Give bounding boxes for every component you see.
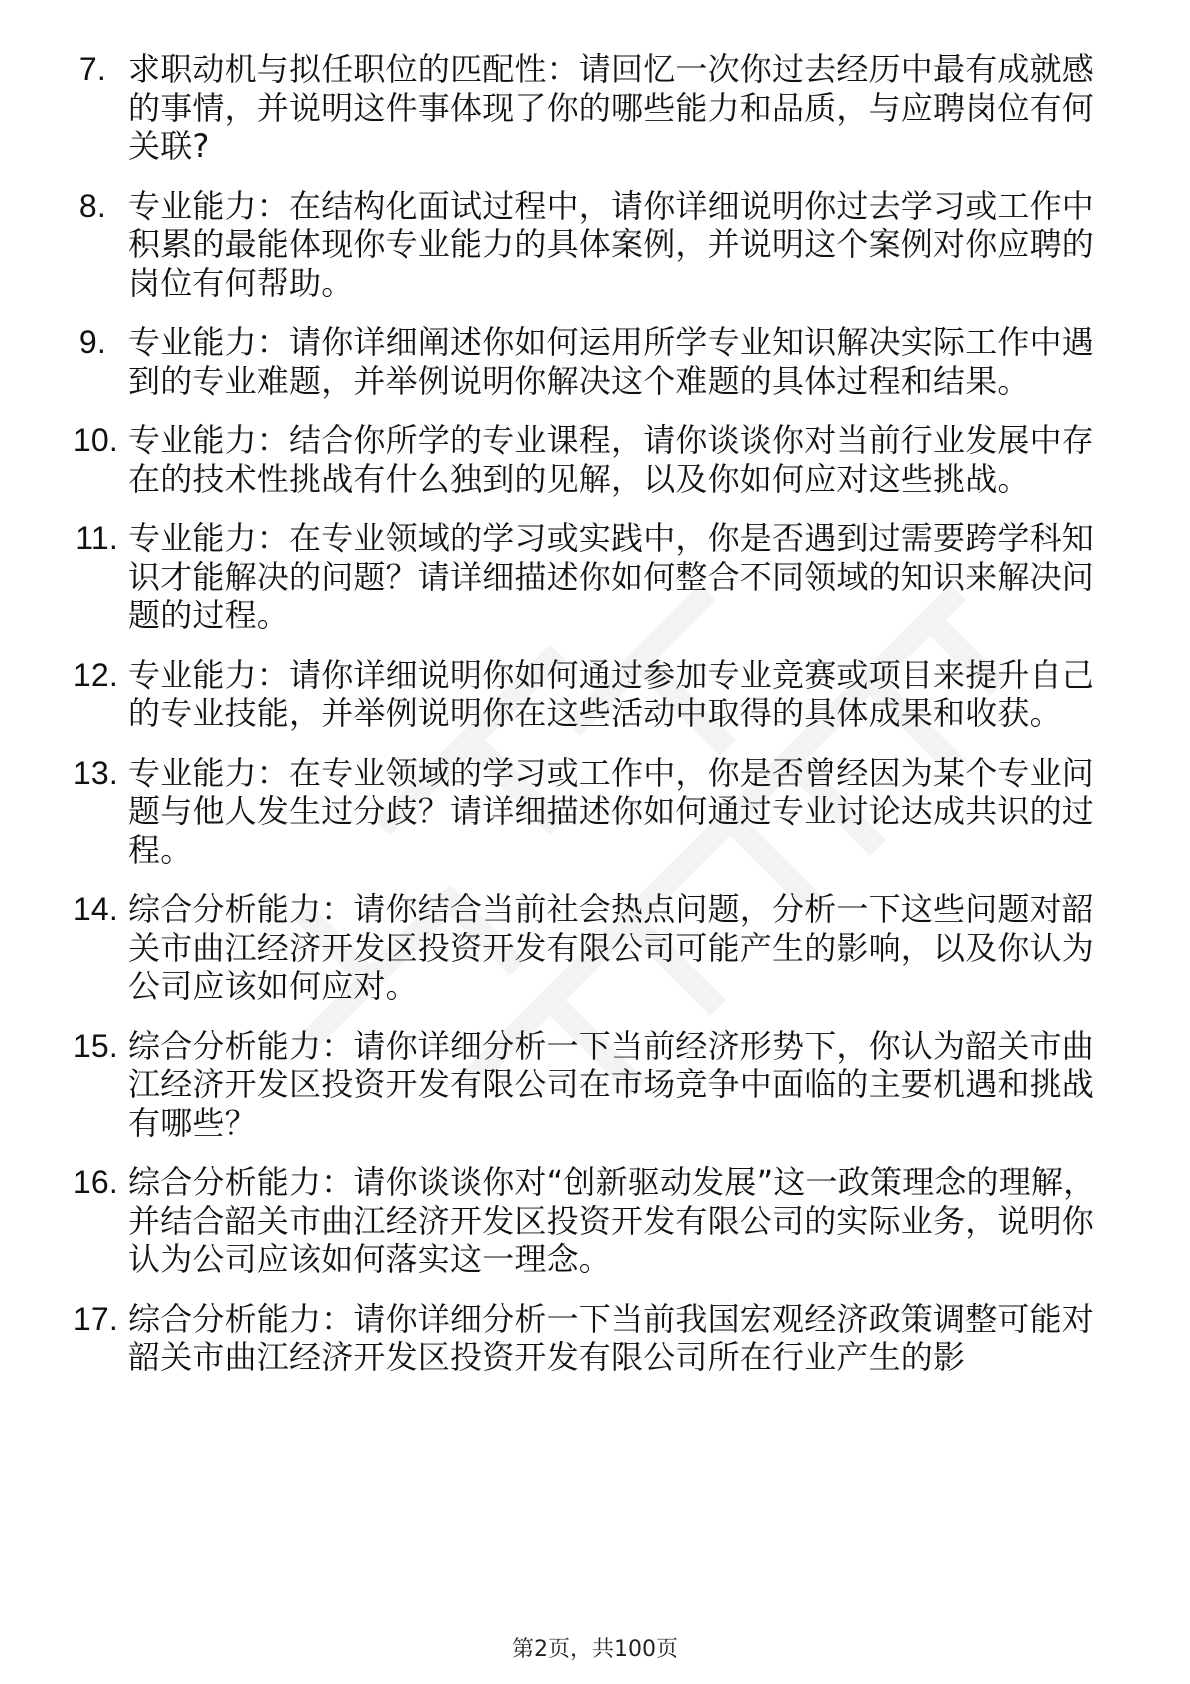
list-item (58, 421, 1118, 498)
question-number: 9. (78, 324, 106, 360)
list-item (58, 890, 1118, 1006)
question-number: 15. (72, 1027, 118, 1064)
question-number: 7. (78, 51, 106, 87)
list-item (58, 50, 1118, 166)
list-item (58, 323, 1118, 400)
question-number: 14. (72, 891, 118, 927)
question-number: 12. (72, 656, 118, 693)
list-item (58, 1027, 1118, 1143)
question-text: 综合分析能力：请你详细分析一下当前我国宏观经济政策调整可能对韶关市曲江经济开发区投资开发有限公司所在行业产生的影 (128, 1299, 1095, 1376)
question-text: 求职动机与拟任职位的匹配性：请回忆一次你过去经历中最有成就感的事情，并说明这件事体现了你的哪些能力和品质，与应聘岗位有何关联? (128, 50, 1095, 165)
question-text: 专业能力：在结构化面试过程中，请你详细说明你过去学习或工作中积累的最能体现你专业能力的具体案例，并说明这个案例对你应聘的岗位有何帮助。 (128, 186, 1095, 302)
question-text: 综合分析能力：请你详细分析一下当前经济形势下，你认为韶关市曲江经济开发区投资开发有限公司在市场竞争中面临的主要机遇和挑战有哪些？ (128, 1026, 1095, 1142)
question-number: 17. (72, 1300, 118, 1337)
list-item (58, 656, 1118, 733)
question-number: 10. (72, 422, 118, 458)
question-number: 16. (72, 1164, 118, 1200)
question-text: 专业能力：在专业领域的学习或实践中，你是否遇到过需要跨学科知识才能解决的问题？请详细描述你如何整合不同领域的知识来解决问题的过程。 (128, 519, 1095, 634)
question-text: 专业能力：结合你所学的专业课程，请你谈谈你对当前行业发展中存在的技术性挑战有什么独到的见解，以及你如何应对这些挑战。 (128, 421, 1095, 498)
list-item (58, 1163, 1118, 1279)
question-text: 综合分析能力：请你结合当前社会热点问题，分析一下这些问题对韶关市曲江经济开发区投资开发有限公司可能产生的影响，以及你认为公司应该如何应对。 (128, 890, 1095, 1005)
list-item (58, 519, 1118, 635)
list-item (58, 187, 1118, 303)
question-list (58, 50, 1118, 1398)
question-text: 专业能力：请你详细说明你如何通过参加专业竞赛或项目来提升自己的专业技能，并举例说明你在这些活动中取得的具体成果和收获。 (128, 655, 1095, 732)
question-text: 专业能力：请你详细阐述你如何运用所学专业知识解决实际工作中遇到的专业难题，并举例说明你解决这个难题的具体过程和结果。 (128, 323, 1095, 400)
question-number: 13. (72, 754, 118, 791)
list-item (58, 1300, 1118, 1377)
list-item (58, 754, 1118, 870)
question-text: 专业能力：在专业领域的学习或工作中，你是否曾经因为某个专业问题与他人发生过分歧？请详细描述你如何通过专业讨论达成共识的过程。 (128, 753, 1095, 869)
question-number: 8. (78, 187, 106, 224)
question-text: 综合分析能力：请你谈谈你对“创新驱动发展”这一政策理念的理解，并结合韶关市曲江经济开发区投资开发有限公司的实际业务，说明你认为公司应该如何落实这一理念。 (128, 1163, 1096, 1278)
page-footer: 第2页，共100页 (512, 1637, 678, 1662)
question-number: 11. (75, 520, 118, 556)
